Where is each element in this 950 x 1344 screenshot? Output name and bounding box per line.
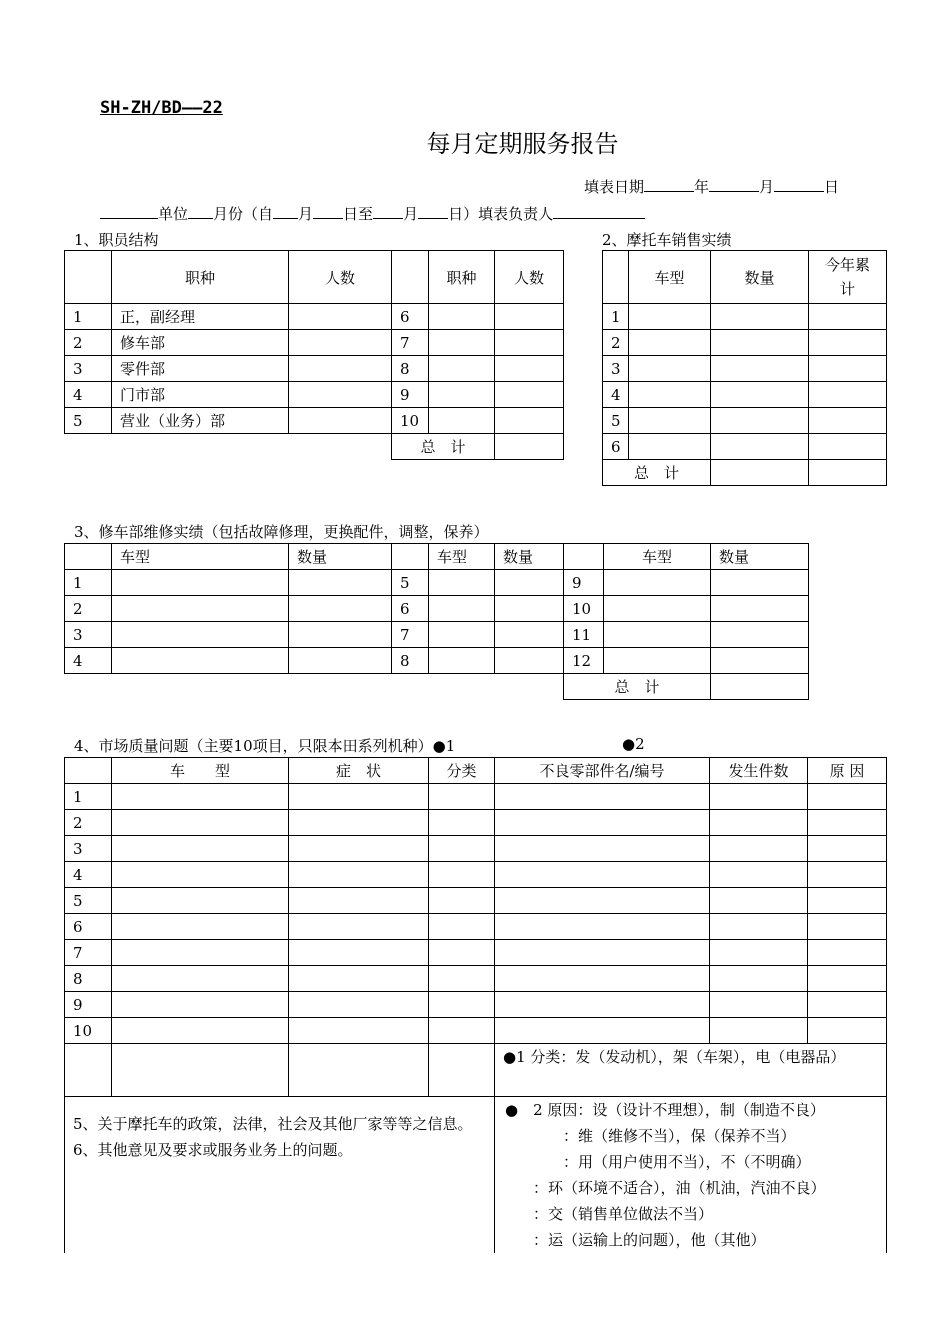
row-number: 10: [392, 408, 429, 434]
row-number: 2: [65, 330, 112, 356]
repair-table: [64, 543, 809, 700]
part-cell[interactable]: [495, 836, 710, 862]
section2-title: 2、摩托车销售实绩: [602, 231, 732, 249]
symptom-cell[interactable]: [289, 992, 429, 1018]
ytd-cell[interactable]: [809, 356, 887, 382]
empty: [429, 674, 495, 700]
repair-header-qty2: 数量: [495, 544, 564, 570]
row-number: 6: [392, 304, 429, 330]
repair-header-blank: [65, 544, 112, 570]
year-blank[interactable]: [644, 176, 694, 192]
quality-header-symptom: 症 状: [289, 758, 429, 784]
row-number: 6: [65, 914, 112, 940]
row-number: 12: [564, 648, 604, 674]
section4-marker2: ●2: [622, 735, 645, 753]
repair-header-qty3: 数量: [711, 544, 809, 570]
cause-cell[interactable]: [808, 862, 887, 888]
row-number: 2: [603, 330, 629, 356]
cause-legend-line: ● 2 原因：设（设计不理想），制（制造不良）: [505, 1101, 825, 1119]
qty-cell[interactable]: [495, 596, 564, 622]
empty: [392, 674, 429, 700]
cause-cell[interactable]: [808, 1018, 887, 1044]
cause-legend-line: ：维（维修不当），保（保养不当）: [533, 1127, 796, 1145]
sales-header-ytd: 今年累计: [809, 251, 887, 304]
model-cell[interactable]: [112, 810, 289, 836]
role-label: 营业（业务）部: [112, 408, 289, 434]
row-number: 9: [65, 992, 112, 1018]
staff-header-role2: 职种: [429, 251, 495, 304]
symptom-cell[interactable]: [289, 966, 429, 992]
sales-total-ytd[interactable]: [809, 460, 887, 486]
symptom-cell[interactable]: [289, 888, 429, 914]
qty-cell[interactable]: [711, 356, 809, 382]
qty-cell[interactable]: [711, 382, 809, 408]
qty-cell[interactable]: [289, 648, 392, 674]
from-month-label: 月: [298, 205, 314, 223]
role-cell[interactable]: [429, 356, 495, 382]
model-cell[interactable]: [112, 622, 289, 648]
model-cell[interactable]: [629, 330, 711, 356]
staff-total-cell[interactable]: [495, 434, 564, 460]
other-opinions-label: 6、其他意见及要求或服务业务上的问题。: [73, 1141, 353, 1159]
quality-header-blank: [65, 758, 112, 784]
count-cell[interactable]: [289, 304, 392, 330]
sales-header-qty: 数量: [711, 251, 809, 304]
role-cell[interactable]: [429, 304, 495, 330]
report-month-blank[interactable]: [188, 203, 213, 219]
staff-total-label: 总 计: [392, 434, 495, 460]
ytd-cell[interactable]: [809, 304, 887, 330]
model-cell[interactable]: [429, 622, 495, 648]
to-day-blank[interactable]: [418, 203, 448, 219]
model-cell[interactable]: [629, 304, 711, 330]
role-cell[interactable]: [429, 382, 495, 408]
section1-title: 1、职员结构: [74, 231, 159, 249]
sales-total-qty[interactable]: [711, 460, 809, 486]
count-cell[interactable]: [289, 408, 392, 434]
staff-header-count2: 人数: [495, 251, 564, 304]
count-cell[interactable]: [710, 1018, 808, 1044]
qty-cell[interactable]: [711, 648, 809, 674]
model-cell[interactable]: [429, 570, 495, 596]
count-cell[interactable]: [710, 862, 808, 888]
repair-total-label: 总 计: [564, 674, 711, 700]
extra-cell[interactable]: [289, 1044, 429, 1097]
empty: [495, 674, 564, 700]
from-day-blank[interactable]: [313, 203, 343, 219]
count-cell[interactable]: [710, 914, 808, 940]
role-label: 门市部: [112, 382, 289, 408]
cause-legend-line: ：运（运输上的问题），他（其他）: [533, 1231, 766, 1249]
model-cell[interactable]: [112, 914, 289, 940]
symptom-cell[interactable]: [289, 914, 429, 940]
extra-cell[interactable]: [112, 1044, 289, 1097]
count-cell[interactable]: [710, 940, 808, 966]
row-number: 7: [392, 330, 429, 356]
model-cell[interactable]: [112, 888, 289, 914]
empty: [289, 434, 392, 460]
cause-cell[interactable]: [808, 784, 887, 810]
row-number: 3: [65, 622, 112, 648]
part-cell[interactable]: [495, 992, 710, 1018]
model-cell[interactable]: [429, 596, 495, 622]
row-number: 8: [392, 648, 429, 674]
qty-cell[interactable]: [495, 570, 564, 596]
quality-header-cause: 原 因: [808, 758, 887, 784]
symptom-cell[interactable]: [289, 784, 429, 810]
extra-cell[interactable]: [429, 1044, 495, 1097]
cause-cell[interactable]: [808, 836, 887, 862]
count-cell[interactable]: [710, 966, 808, 992]
ytd-cell[interactable]: [809, 330, 887, 356]
row-number: 4: [65, 648, 112, 674]
cause-legend-line: ：用（用户使用不当），不（不明确）: [533, 1153, 811, 1171]
extra-cell[interactable]: [65, 1044, 112, 1097]
qty-cell[interactable]: [495, 648, 564, 674]
quality-header-model: 车 型: [112, 758, 289, 784]
staff-header-blank2: [392, 251, 429, 304]
row-number: 1: [65, 570, 112, 596]
category-cell[interactable]: [429, 1018, 495, 1044]
unit-line: [100, 203, 645, 224]
category-cell[interactable]: [429, 914, 495, 940]
category-cell[interactable]: [429, 784, 495, 810]
role-label: 正，副经理: [112, 304, 289, 330]
symptom-cell[interactable]: [289, 810, 429, 836]
row-number: 10: [65, 1018, 112, 1044]
count-cell[interactable]: [710, 888, 808, 914]
count-cell[interactable]: [289, 382, 392, 408]
model-cell[interactable]: [629, 382, 711, 408]
year-label: 年: [694, 178, 710, 196]
model-cell[interactable]: [629, 408, 711, 434]
responsible-label: 日）填表负责人: [448, 205, 554, 223]
row-number: 6: [603, 434, 629, 460]
symptom-cell[interactable]: [289, 862, 429, 888]
ytd-cell[interactable]: [809, 408, 887, 434]
category-note: ●1 分类：发（发动机），架（车架），电（电器品）: [495, 1044, 887, 1097]
repair-header-qty: 数量: [289, 544, 392, 570]
fill-date-line: [584, 176, 839, 197]
qty-cell[interactable]: [289, 570, 392, 596]
policy-info-label: 5、关于摩托车的政策，法律，社会及其他厂家等等之信息。: [73, 1115, 473, 1133]
model-cell[interactable]: [604, 596, 711, 622]
category-cell[interactable]: [429, 888, 495, 914]
document-code: SH-ZH/BD——22: [100, 98, 223, 118]
day-blank[interactable]: [774, 176, 824, 192]
row-number: 2: [65, 810, 112, 836]
row-number: 9: [392, 382, 429, 408]
model-cell[interactable]: [112, 570, 289, 596]
repair-header-blank2: [392, 544, 429, 570]
month-label: 月: [759, 178, 775, 196]
row-number: 3: [65, 356, 112, 382]
sales-table: [602, 250, 887, 486]
category-cell[interactable]: [429, 810, 495, 836]
model-cell[interactable]: [112, 596, 289, 622]
sales-header-model: 车型: [629, 251, 711, 304]
ytd-cell[interactable]: [809, 382, 887, 408]
day-label: 日: [824, 178, 840, 196]
model-cell[interactable]: [629, 434, 711, 460]
row-number: 1: [65, 784, 112, 810]
sales-total-label: 总 计: [603, 460, 711, 486]
row-number: 3: [65, 836, 112, 862]
fill-date-label: 填表日期: [584, 178, 645, 196]
symptom-cell[interactable]: [289, 1018, 429, 1044]
count-cell[interactable]: [495, 304, 564, 330]
row-number: 2: [65, 596, 112, 622]
model-cell[interactable]: [112, 836, 289, 862]
row-number: 7: [65, 940, 112, 966]
row-number: 1: [603, 304, 629, 330]
cause-cell[interactable]: [808, 888, 887, 914]
row-number: 5: [65, 888, 112, 914]
category-cell[interactable]: [429, 862, 495, 888]
part-cell[interactable]: [495, 862, 710, 888]
count-cell[interactable]: [710, 836, 808, 862]
unit-label: 单位: [158, 205, 189, 223]
role-cell[interactable]: [429, 408, 495, 434]
role-label: 修车部: [112, 330, 289, 356]
quality-table: [64, 757, 887, 1253]
repair-header-blank3: [564, 544, 604, 570]
cause-legend-line: ：环（环境不适合），油（机油，汽油不良）: [533, 1179, 826, 1197]
row-number: 5: [603, 408, 629, 434]
empty: [65, 434, 112, 460]
count-cell[interactable]: [495, 330, 564, 356]
part-cell[interactable]: [495, 888, 710, 914]
cause-legend: [495, 1097, 887, 1254]
row-number: 4: [65, 382, 112, 408]
row-number: 5: [392, 570, 429, 596]
model-cell[interactable]: [604, 648, 711, 674]
staff-header-blank: [65, 251, 112, 304]
from-day-label: 日至: [343, 205, 374, 223]
cause-cell[interactable]: [808, 914, 887, 940]
model-cell[interactable]: [604, 570, 711, 596]
to-month-blank[interactable]: [373, 203, 403, 219]
model-cell[interactable]: [112, 966, 289, 992]
count-cell[interactable]: [710, 810, 808, 836]
model-cell[interactable]: [429, 648, 495, 674]
qty-cell[interactable]: [711, 622, 809, 648]
staff-header-role: 职种: [112, 251, 289, 304]
count-cell[interactable]: [710, 992, 808, 1018]
qty-cell[interactable]: [495, 622, 564, 648]
section3-title: 3、修车部维修实绩（包括故障修理，更换配件，调整，保养）: [74, 523, 489, 541]
category-cell[interactable]: [429, 940, 495, 966]
responsible-blank[interactable]: [553, 203, 645, 219]
row-number: 1: [65, 304, 112, 330]
count-cell[interactable]: [289, 356, 392, 382]
cause-cell[interactable]: [808, 992, 887, 1018]
role-label: 零件部: [112, 356, 289, 382]
cause-cell[interactable]: [808, 966, 887, 992]
empty: [65, 674, 112, 700]
qty-cell[interactable]: [711, 408, 809, 434]
count-cell[interactable]: [495, 382, 564, 408]
ytd-cell[interactable]: [809, 434, 887, 460]
part-cell[interactable]: [495, 1018, 710, 1044]
to-month-label: 月: [403, 205, 419, 223]
qty-cell[interactable]: [289, 622, 392, 648]
row-number: 6: [392, 596, 429, 622]
sales-header-blank: [603, 251, 629, 304]
model-cell[interactable]: [629, 356, 711, 382]
row-number: 8: [392, 356, 429, 382]
from-month-blank[interactable]: [273, 203, 298, 219]
repair-header-model2: 车型: [429, 544, 495, 570]
row-number: 8: [65, 966, 112, 992]
staff-table: [64, 250, 564, 460]
model-cell[interactable]: [112, 1018, 289, 1044]
unit-blank[interactable]: [100, 203, 158, 219]
part-cell[interactable]: [495, 810, 710, 836]
part-cell[interactable]: [495, 940, 710, 966]
model-cell[interactable]: [604, 622, 711, 648]
model-cell[interactable]: [112, 784, 289, 810]
qty-cell[interactable]: [711, 330, 809, 356]
count-cell[interactable]: [495, 408, 564, 434]
category-cell[interactable]: [429, 966, 495, 992]
part-cell[interactable]: [495, 784, 710, 810]
quality-header-category: 分类: [429, 758, 495, 784]
repair-header-model3: 车型: [604, 544, 711, 570]
qty-cell[interactable]: [711, 304, 809, 330]
empty: [289, 674, 392, 700]
model-cell[interactable]: [112, 940, 289, 966]
info-notes[interactable]: [65, 1097, 495, 1254]
row-number: 4: [603, 382, 629, 408]
count-cell[interactable]: [495, 356, 564, 382]
qty-cell[interactable]: [711, 434, 809, 460]
part-cell[interactable]: [495, 914, 710, 940]
category-cell[interactable]: [429, 992, 495, 1018]
part-cell[interactable]: [495, 966, 710, 992]
symptom-cell[interactable]: [289, 940, 429, 966]
repair-total-cell[interactable]: [711, 674, 809, 700]
section4-title: 4、市场质量问题（主要10项目，只限本田系列机种）●1: [74, 737, 456, 755]
row-number: 5: [65, 408, 112, 434]
month-range-label: 月份（自: [213, 205, 274, 223]
qty-cell[interactable]: [289, 596, 392, 622]
cause-cell[interactable]: [808, 940, 887, 966]
model-cell[interactable]: [112, 992, 289, 1018]
cause-legend-line: ：交（销售单位做法不当）: [533, 1205, 714, 1223]
repair-header-model: 车型: [112, 544, 289, 570]
count-cell[interactable]: [289, 330, 392, 356]
quality-header-part: 不良零部件名/编号: [495, 758, 710, 784]
row-number: 11: [564, 622, 604, 648]
month-blank[interactable]: [709, 176, 759, 192]
row-number: 4: [65, 862, 112, 888]
qty-cell[interactable]: [711, 596, 809, 622]
row-number: 7: [392, 622, 429, 648]
model-cell[interactable]: [112, 862, 289, 888]
row-number: 3: [603, 356, 629, 382]
empty: [112, 674, 289, 700]
symptom-cell[interactable]: [289, 836, 429, 862]
model-cell[interactable]: [112, 648, 289, 674]
count-cell[interactable]: [710, 784, 808, 810]
cause-cell[interactable]: [808, 810, 887, 836]
category-cell[interactable]: [429, 836, 495, 862]
row-number: 9: [564, 570, 604, 596]
row-number: 10: [564, 596, 604, 622]
staff-header-count: 人数: [289, 251, 392, 304]
quality-header-count: 发生件数: [710, 758, 808, 784]
empty: [112, 434, 289, 460]
qty-cell[interactable]: [711, 570, 809, 596]
role-cell[interactable]: [429, 330, 495, 356]
page-title: 每月定期服务报告: [426, 130, 619, 158]
